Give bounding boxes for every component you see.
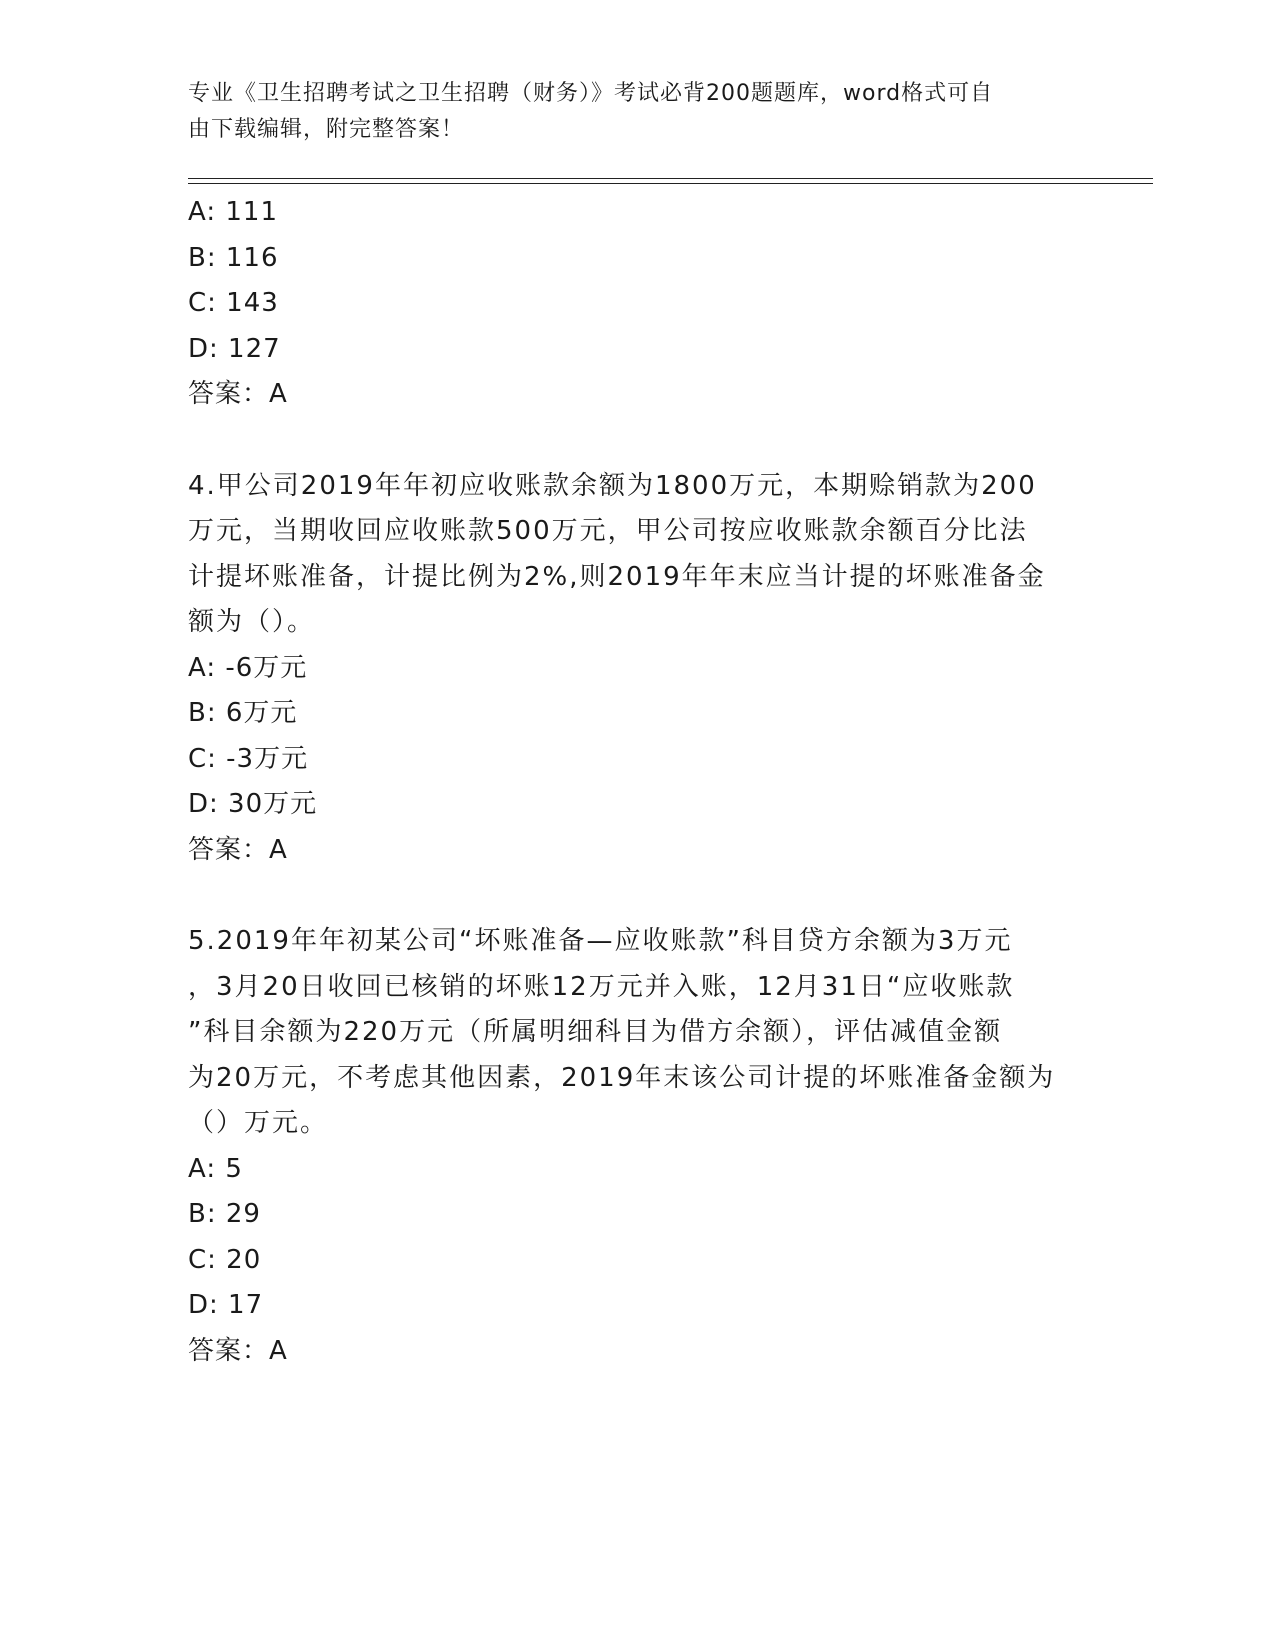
question-text-line: 4.甲公司2019年年初应收账款余额为1800万元，本期赊销款为200 bbox=[188, 470, 1037, 501]
answer-line: 答案：A bbox=[188, 834, 288, 865]
question-5 bbox=[188, 919, 1088, 1374]
option-a: A: -6万元 bbox=[188, 652, 308, 683]
question-text-line: ”科目余额为220万元（所属明细科目为借方余额），评估减值金额 bbox=[188, 1017, 1003, 1047]
answer-line: 答案：A bbox=[188, 379, 288, 409]
question-text-line: 计提坏账准备，计提比例为2%,则2019年年末应当计提的坏账准备金 bbox=[188, 561, 1046, 592]
option-b: B: 116 bbox=[188, 242, 279, 273]
question-spacer bbox=[188, 418, 1088, 464]
question-spacer bbox=[188, 873, 1088, 919]
option-b: B: 6万元 bbox=[188, 698, 298, 728]
answer-line: 答案：A bbox=[188, 1335, 288, 1366]
option-a: A: 5 bbox=[188, 1153, 243, 1184]
option-a: A: 111 bbox=[188, 197, 278, 227]
header-title-line-2: 由下载编辑，附完整答案！ bbox=[188, 117, 465, 142]
option-b: B: 29 bbox=[188, 1199, 261, 1229]
option-c: C: -3万元 bbox=[188, 743, 309, 774]
question-text-line: 额为（）。 bbox=[188, 607, 316, 637]
option-c: C: 20 bbox=[188, 1244, 262, 1275]
document-header bbox=[188, 76, 1078, 148]
question-3 bbox=[188, 190, 1088, 418]
question-text-line: 5.2019年年初某公司“坏账准备—应收账款”科目贷方余额为3万元 bbox=[188, 926, 1013, 956]
question-text-line: 为20万元，不考虑其他因素，2019年末该公司计提的坏账准备金额为 bbox=[188, 1062, 1056, 1093]
option-d: D: 30万元 bbox=[188, 789, 318, 819]
question-text-line: （）万元。 bbox=[188, 1108, 329, 1138]
question-4 bbox=[188, 464, 1088, 874]
question-text-line: 万元，当期收回应收账款500万元，甲公司按应收账款余额百分比法 bbox=[188, 516, 1028, 546]
option-c: C: 143 bbox=[188, 288, 279, 318]
header-title-line-1: 专业《卫生招聘考试之卫生招聘（财务）》考试必背200题题库，word格式可自 bbox=[188, 81, 994, 106]
option-d: D: 127 bbox=[188, 333, 281, 364]
header-divider-top bbox=[188, 178, 1153, 179]
question-list bbox=[188, 190, 1088, 1374]
header-divider-bottom bbox=[188, 183, 1153, 184]
question-text-line: ，3月20日收回已核销的坏账12万元并入账，12月31日“应收账款 bbox=[188, 971, 1015, 1002]
option-d: D: 17 bbox=[188, 1290, 264, 1320]
